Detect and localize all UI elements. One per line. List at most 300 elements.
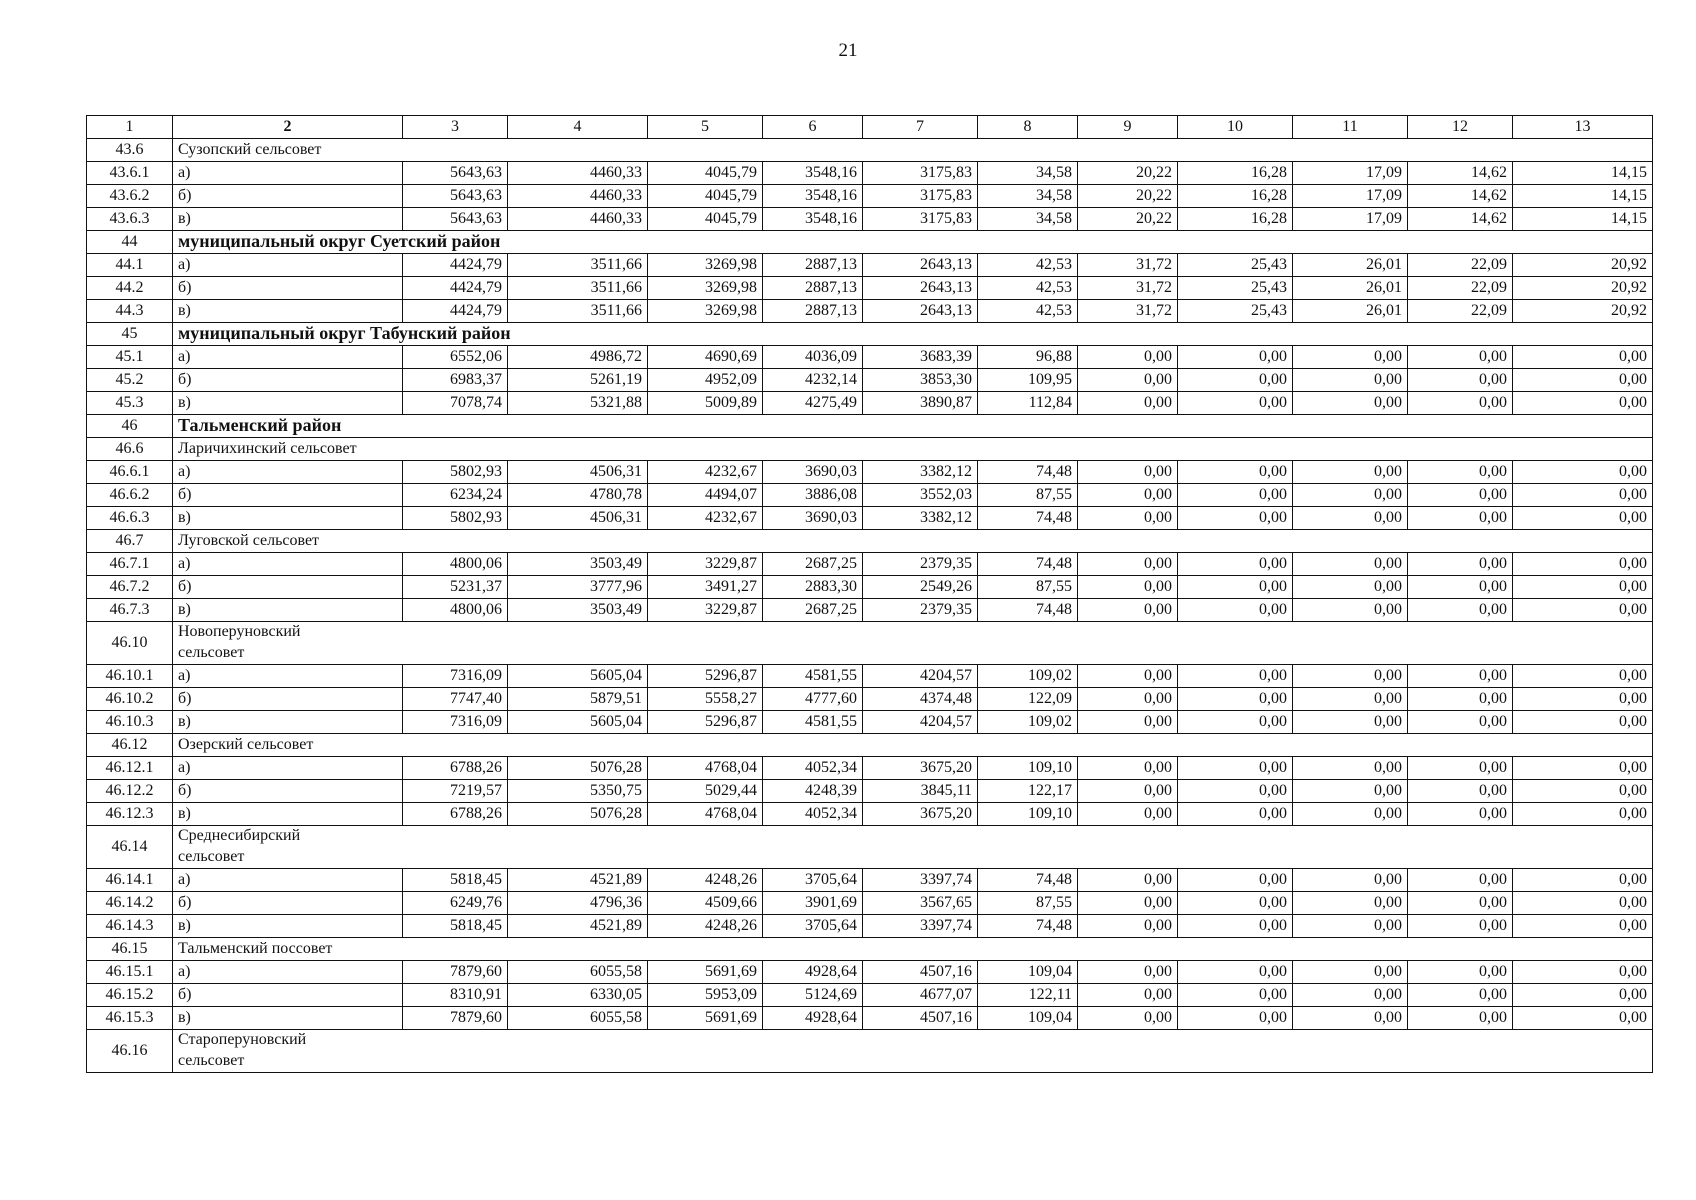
- value-cell: 5691,69: [648, 961, 763, 984]
- value-cell: 3269,98: [648, 277, 763, 300]
- value-cell: 6983,37: [403, 369, 508, 392]
- value-cell: 4768,04: [648, 757, 763, 780]
- row-code: 46.6.1: [87, 461, 173, 484]
- value-cell: 0,00: [1408, 599, 1513, 622]
- row-label: а): [173, 254, 403, 277]
- row-code: 46.10.3: [87, 711, 173, 734]
- row-code: 46.7.3: [87, 599, 173, 622]
- value-cell: 16,28: [1178, 162, 1293, 185]
- value-cell: 5296,87: [648, 711, 763, 734]
- value-cell: 0,00: [1408, 869, 1513, 892]
- value-cell: 0,00: [1513, 869, 1653, 892]
- value-cell: 122,17: [978, 780, 1078, 803]
- value-cell: 96,88: [978, 346, 1078, 369]
- value-cell: 4045,79: [648, 162, 763, 185]
- value-cell: 0,00: [1178, 984, 1293, 1007]
- row-label: а): [173, 461, 403, 484]
- column-header: 11: [1293, 116, 1408, 139]
- value-cell: 0,00: [1513, 484, 1653, 507]
- value-cell: 22,09: [1408, 254, 1513, 277]
- value-cell: 8310,91: [403, 984, 508, 1007]
- column-header: 5: [648, 116, 763, 139]
- value-cell: 4780,78: [508, 484, 648, 507]
- value-cell: 3690,03: [763, 461, 863, 484]
- value-cell: 0,00: [1293, 803, 1408, 826]
- value-cell: 3548,16: [763, 162, 863, 185]
- column-header: 4: [508, 116, 648, 139]
- value-cell: 5124,69: [763, 984, 863, 1007]
- section-code: 46.7: [87, 530, 173, 553]
- value-cell: 4424,79: [403, 254, 508, 277]
- section-title: Озерский сельсовет: [173, 734, 1653, 757]
- row-code: 46.15.1: [87, 961, 173, 984]
- value-cell: 4248,26: [648, 869, 763, 892]
- table-row: [87, 780, 1653, 803]
- value-cell: 3675,20: [863, 757, 978, 780]
- value-cell: 0,00: [1293, 984, 1408, 1007]
- value-cell: 109,95: [978, 369, 1078, 392]
- row-code: 46.15.2: [87, 984, 173, 1007]
- value-cell: 25,43: [1178, 300, 1293, 323]
- value-cell: 31,72: [1078, 300, 1178, 323]
- value-cell: 5953,09: [648, 984, 763, 1007]
- row-code: 45.1: [87, 346, 173, 369]
- section-header-row: [87, 826, 1653, 869]
- row-label: а): [173, 757, 403, 780]
- value-cell: 0,00: [1408, 665, 1513, 688]
- value-cell: 2887,13: [763, 300, 863, 323]
- value-cell: 4952,09: [648, 369, 763, 392]
- value-cell: 3853,30: [863, 369, 978, 392]
- value-cell: 74,48: [978, 553, 1078, 576]
- table-header: [87, 116, 1653, 139]
- value-cell: 7879,60: [403, 1007, 508, 1030]
- value-cell: 3675,20: [863, 803, 978, 826]
- section-title-text: Староперуновский сельсовет: [178, 1031, 307, 1069]
- row-label: в): [173, 803, 403, 826]
- value-cell: 0,00: [1178, 757, 1293, 780]
- value-cell: 87,55: [978, 484, 1078, 507]
- value-cell: 0,00: [1078, 869, 1178, 892]
- section-code: 46.12: [87, 734, 173, 757]
- value-cell: 4275,49: [763, 392, 863, 415]
- value-cell: 4507,16: [863, 961, 978, 984]
- district-header-row: [87, 415, 1653, 438]
- value-cell: 0,00: [1178, 369, 1293, 392]
- value-cell: 122,09: [978, 688, 1078, 711]
- value-cell: 0,00: [1408, 803, 1513, 826]
- value-cell: 26,01: [1293, 300, 1408, 323]
- value-cell: 0,00: [1078, 711, 1178, 734]
- column-header: 9: [1078, 116, 1178, 139]
- row-code: 45.2: [87, 369, 173, 392]
- value-cell: 16,28: [1178, 208, 1293, 231]
- value-cell: 17,09: [1293, 208, 1408, 231]
- row-label: б): [173, 369, 403, 392]
- value-cell: 4690,69: [648, 346, 763, 369]
- value-cell: 0,00: [1293, 461, 1408, 484]
- value-cell: 4232,67: [648, 461, 763, 484]
- value-cell: 0,00: [1293, 961, 1408, 984]
- value-cell: 0,00: [1513, 369, 1653, 392]
- value-cell: 3548,16: [763, 208, 863, 231]
- table-row: [87, 277, 1653, 300]
- value-cell: 20,22: [1078, 162, 1178, 185]
- column-header: 1: [87, 116, 173, 139]
- column-header: 3: [403, 116, 508, 139]
- value-cell: 4506,31: [508, 507, 648, 530]
- value-cell: 3567,65: [863, 892, 978, 915]
- value-cell: 122,11: [978, 984, 1078, 1007]
- value-cell: 2643,13: [863, 300, 978, 323]
- value-cell: 17,09: [1293, 185, 1408, 208]
- value-cell: 0,00: [1078, 780, 1178, 803]
- value-cell: 7316,09: [403, 665, 508, 688]
- district-header-row: [87, 323, 1653, 346]
- value-cell: 2883,30: [763, 576, 863, 599]
- column-header: 13: [1513, 116, 1653, 139]
- value-cell: 4800,06: [403, 599, 508, 622]
- table-row: [87, 869, 1653, 892]
- table-row: [87, 803, 1653, 826]
- value-cell: 0,00: [1178, 553, 1293, 576]
- value-cell: 3777,96: [508, 576, 648, 599]
- value-cell: 34,58: [978, 208, 1078, 231]
- value-cell: 14,15: [1513, 162, 1653, 185]
- value-cell: 6234,24: [403, 484, 508, 507]
- value-cell: 0,00: [1513, 461, 1653, 484]
- table-row: [87, 915, 1653, 938]
- value-cell: 7747,40: [403, 688, 508, 711]
- value-cell: 5605,04: [508, 711, 648, 734]
- value-cell: 0,00: [1078, 346, 1178, 369]
- value-cell: 3382,12: [863, 507, 978, 530]
- value-cell: 20,92: [1513, 300, 1653, 323]
- value-cell: 4424,79: [403, 277, 508, 300]
- value-cell: 0,00: [1178, 803, 1293, 826]
- row-label: а): [173, 553, 403, 576]
- column-header: 10: [1178, 116, 1293, 139]
- value-cell: 0,00: [1293, 780, 1408, 803]
- value-cell: 14,62: [1408, 208, 1513, 231]
- value-cell: 25,43: [1178, 254, 1293, 277]
- value-cell: 0,00: [1293, 892, 1408, 915]
- table-body: [87, 139, 1653, 1073]
- value-cell: 0,00: [1513, 392, 1653, 415]
- value-cell: 0,00: [1513, 803, 1653, 826]
- value-cell: 0,00: [1293, 484, 1408, 507]
- table-row: [87, 507, 1653, 530]
- value-cell: 0,00: [1513, 892, 1653, 915]
- column-header: 12: [1408, 116, 1513, 139]
- value-cell: 109,10: [978, 757, 1078, 780]
- value-cell: 74,48: [978, 599, 1078, 622]
- value-cell: 0,00: [1078, 576, 1178, 599]
- table-row: [87, 599, 1653, 622]
- value-cell: 4506,31: [508, 461, 648, 484]
- value-cell: 26,01: [1293, 254, 1408, 277]
- value-cell: 14,62: [1408, 185, 1513, 208]
- value-cell: 6788,26: [403, 757, 508, 780]
- row-code: 44.2: [87, 277, 173, 300]
- value-cell: 74,48: [978, 461, 1078, 484]
- value-cell: 3175,83: [863, 208, 978, 231]
- value-cell: 74,48: [978, 507, 1078, 530]
- value-cell: 0,00: [1178, 461, 1293, 484]
- table-row: [87, 961, 1653, 984]
- value-cell: 3683,39: [863, 346, 978, 369]
- value-cell: 42,53: [978, 277, 1078, 300]
- value-cell: 4232,14: [763, 369, 863, 392]
- row-label: а): [173, 162, 403, 185]
- value-cell: 0,00: [1078, 984, 1178, 1007]
- value-cell: 0,00: [1513, 688, 1653, 711]
- district-header-row: [87, 231, 1653, 254]
- value-cell: 4052,34: [763, 757, 863, 780]
- value-cell: 2887,13: [763, 254, 863, 277]
- row-code: 46.15.3: [87, 1007, 173, 1030]
- value-cell: 0,00: [1178, 688, 1293, 711]
- section-title-text: Среднесибирский сельсовет: [178, 827, 301, 865]
- value-cell: 109,04: [978, 961, 1078, 984]
- value-cell: 0,00: [1513, 346, 1653, 369]
- value-cell: 0,00: [1408, 392, 1513, 415]
- value-cell: 20,92: [1513, 277, 1653, 300]
- value-cell: 5076,28: [508, 803, 648, 826]
- row-label: а): [173, 346, 403, 369]
- table-row: [87, 688, 1653, 711]
- value-cell: 3552,03: [863, 484, 978, 507]
- value-cell: 6249,76: [403, 892, 508, 915]
- value-cell: 20,92: [1513, 254, 1653, 277]
- page-number: 21: [838, 40, 858, 61]
- value-cell: 0,00: [1408, 892, 1513, 915]
- row-code: 46.12.3: [87, 803, 173, 826]
- value-cell: 4036,09: [763, 346, 863, 369]
- section-code: 45: [87, 323, 173, 346]
- row-label: а): [173, 665, 403, 688]
- value-cell: 3511,66: [508, 254, 648, 277]
- row-label: б): [173, 780, 403, 803]
- row-code: 46.12.1: [87, 757, 173, 780]
- value-cell: 0,00: [1293, 369, 1408, 392]
- value-cell: 0,00: [1178, 892, 1293, 915]
- value-cell: 0,00: [1078, 599, 1178, 622]
- value-cell: 4509,66: [648, 892, 763, 915]
- value-cell: 0,00: [1078, 961, 1178, 984]
- value-cell: 87,55: [978, 892, 1078, 915]
- column-header: 2: [173, 116, 403, 139]
- row-label: б): [173, 984, 403, 1007]
- section-code: 44: [87, 231, 173, 254]
- value-cell: 5605,04: [508, 665, 648, 688]
- section-title: муниципальный округ Суетский район: [173, 231, 1653, 254]
- value-cell: 0,00: [1293, 757, 1408, 780]
- value-cell: 0,00: [1408, 484, 1513, 507]
- value-cell: 5076,28: [508, 757, 648, 780]
- value-cell: 5231,37: [403, 576, 508, 599]
- value-cell: 3491,27: [648, 576, 763, 599]
- table-row: [87, 300, 1653, 323]
- value-cell: 0,00: [1513, 780, 1653, 803]
- value-cell: 0,00: [1078, 688, 1178, 711]
- value-cell: 14,62: [1408, 162, 1513, 185]
- value-cell: 4374,48: [863, 688, 978, 711]
- row-label: б): [173, 576, 403, 599]
- section-header-row: [87, 139, 1653, 162]
- value-cell: 20,22: [1078, 208, 1178, 231]
- section-header-row: [87, 438, 1653, 461]
- row-label: в): [173, 1007, 403, 1030]
- value-cell: 0,00: [1078, 461, 1178, 484]
- table-row: [87, 162, 1653, 185]
- value-cell: 0,00: [1293, 869, 1408, 892]
- table-row: [87, 665, 1653, 688]
- value-cell: 3382,12: [863, 461, 978, 484]
- value-cell: 0,00: [1408, 461, 1513, 484]
- value-cell: 5818,45: [403, 869, 508, 892]
- value-cell: 0,00: [1078, 892, 1178, 915]
- value-cell: 5879,51: [508, 688, 648, 711]
- table-row: [87, 208, 1653, 231]
- value-cell: 0,00: [1078, 369, 1178, 392]
- value-cell: 4800,06: [403, 553, 508, 576]
- value-cell: 87,55: [978, 576, 1078, 599]
- value-cell: 31,72: [1078, 254, 1178, 277]
- section-code: 46.14: [87, 826, 173, 869]
- value-cell: 3890,87: [863, 392, 978, 415]
- section-header-row: [87, 622, 1653, 665]
- section-title: Луговской сельсовет: [173, 530, 1653, 553]
- value-cell: 0,00: [1078, 392, 1178, 415]
- value-cell: 16,28: [1178, 185, 1293, 208]
- row-label: б): [173, 277, 403, 300]
- table-row: [87, 553, 1653, 576]
- value-cell: 0,00: [1178, 665, 1293, 688]
- value-cell: 4424,79: [403, 300, 508, 323]
- value-cell: 4204,57: [863, 711, 978, 734]
- value-cell: 4045,79: [648, 208, 763, 231]
- value-cell: 0,00: [1178, 392, 1293, 415]
- value-cell: 0,00: [1178, 869, 1293, 892]
- value-cell: 2643,13: [863, 254, 978, 277]
- value-cell: 4796,36: [508, 892, 648, 915]
- row-label: в): [173, 599, 403, 622]
- value-cell: 0,00: [1293, 688, 1408, 711]
- row-label: б): [173, 688, 403, 711]
- value-cell: 0,00: [1408, 757, 1513, 780]
- row-code: 46.6.2: [87, 484, 173, 507]
- value-cell: 0,00: [1513, 757, 1653, 780]
- value-cell: 3397,74: [863, 915, 978, 938]
- row-code: 46.7.1: [87, 553, 173, 576]
- row-label: в): [173, 300, 403, 323]
- section-code: 46.16: [87, 1030, 173, 1073]
- value-cell: 5691,69: [648, 1007, 763, 1030]
- row-code: 46.10.2: [87, 688, 173, 711]
- value-cell: 3269,98: [648, 300, 763, 323]
- value-cell: 0,00: [1408, 576, 1513, 599]
- section-title: [173, 622, 1653, 665]
- value-cell: 5643,63: [403, 185, 508, 208]
- value-cell: 74,48: [978, 869, 1078, 892]
- row-code: 46.14.2: [87, 892, 173, 915]
- value-cell: 0,00: [1408, 780, 1513, 803]
- row-code: 43.6.2: [87, 185, 173, 208]
- value-cell: 0,00: [1078, 1007, 1178, 1030]
- value-cell: 6788,26: [403, 803, 508, 826]
- value-cell: 2887,13: [763, 277, 863, 300]
- row-label: б): [173, 892, 403, 915]
- section-title: муниципальный округ Табунский район: [173, 323, 1653, 346]
- value-cell: 4768,04: [648, 803, 763, 826]
- value-cell: 0,00: [1078, 484, 1178, 507]
- value-cell: 6055,58: [508, 1007, 648, 1030]
- value-cell: 4986,72: [508, 346, 648, 369]
- table-row: [87, 392, 1653, 415]
- value-cell: 34,58: [978, 185, 1078, 208]
- value-cell: 22,09: [1408, 300, 1513, 323]
- value-cell: 6552,06: [403, 346, 508, 369]
- table-row: [87, 369, 1653, 392]
- table-row: [87, 254, 1653, 277]
- value-cell: 0,00: [1293, 346, 1408, 369]
- value-cell: 0,00: [1293, 392, 1408, 415]
- value-cell: 0,00: [1408, 688, 1513, 711]
- value-cell: 4677,07: [863, 984, 978, 1007]
- row-code: 43.6.3: [87, 208, 173, 231]
- value-cell: 109,10: [978, 803, 1078, 826]
- value-cell: 0,00: [1178, 576, 1293, 599]
- value-cell: 3269,98: [648, 254, 763, 277]
- value-cell: 0,00: [1078, 915, 1178, 938]
- row-label: а): [173, 961, 403, 984]
- value-cell: 2687,25: [763, 599, 863, 622]
- value-cell: 4928,64: [763, 1007, 863, 1030]
- value-cell: 2379,35: [863, 553, 978, 576]
- value-cell: 4777,60: [763, 688, 863, 711]
- value-cell: 4507,16: [863, 1007, 978, 1030]
- section-title: Тальменский поссовет: [173, 938, 1653, 961]
- table-row: [87, 461, 1653, 484]
- value-cell: 0,00: [1408, 369, 1513, 392]
- value-cell: 3397,74: [863, 869, 978, 892]
- section-code: 46.15: [87, 938, 173, 961]
- value-cell: 0,00: [1293, 915, 1408, 938]
- value-cell: 14,15: [1513, 185, 1653, 208]
- value-cell: 7316,09: [403, 711, 508, 734]
- value-cell: 109,04: [978, 1007, 1078, 1030]
- section-header-row: [87, 734, 1653, 757]
- value-cell: 4460,33: [508, 162, 648, 185]
- value-cell: 5802,93: [403, 507, 508, 530]
- row-code: 43.6.1: [87, 162, 173, 185]
- value-cell: 7879,60: [403, 961, 508, 984]
- row-code: 46.12.2: [87, 780, 173, 803]
- value-cell: 5029,44: [648, 780, 763, 803]
- value-cell: 3548,16: [763, 185, 863, 208]
- value-cell: 74,48: [978, 915, 1078, 938]
- value-cell: 4928,64: [763, 961, 863, 984]
- value-cell: 3229,87: [648, 599, 763, 622]
- value-cell: 5261,19: [508, 369, 648, 392]
- table-row: [87, 576, 1653, 599]
- value-cell: 0,00: [1513, 984, 1653, 1007]
- value-cell: 0,00: [1178, 599, 1293, 622]
- value-cell: 5009,89: [648, 392, 763, 415]
- section-title: [173, 1030, 1653, 1073]
- value-cell: 0,00: [1293, 665, 1408, 688]
